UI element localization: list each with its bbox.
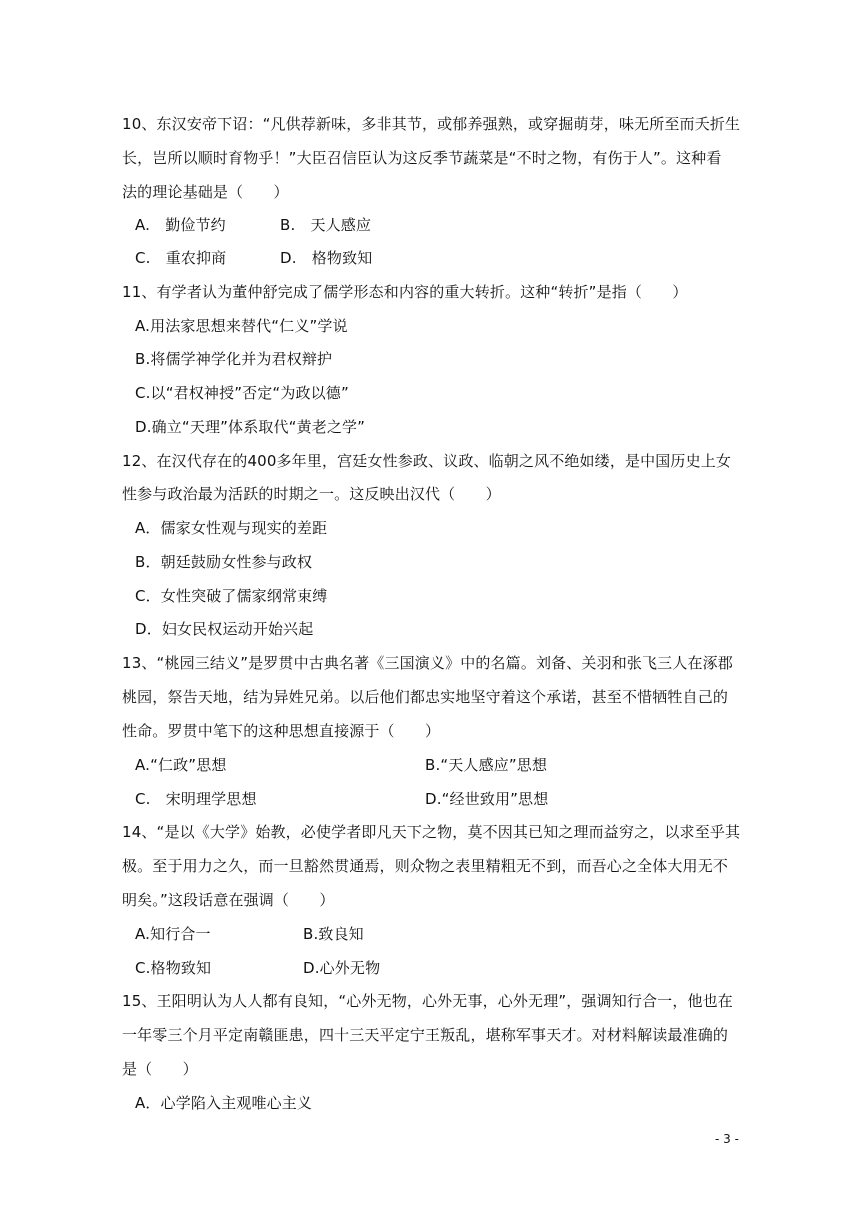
question-10-option-c: C. 重农抑商	[135, 249, 227, 267]
page-number: - 3 -	[715, 1132, 739, 1146]
question-12-option-d: D．妇女民权运动开始兴起	[135, 620, 314, 638]
question-11-option-a: A.用法家思想来替代“仁义”学说	[135, 317, 348, 335]
question-15-stem-line-2: 一年零三个月平定南赣匪患，四十三天平定宁王叛乱，堪称军事天才。对材料解读最准确的	[122, 1026, 729, 1044]
question-13-option-c: C. 宋明理学思想	[135, 790, 257, 808]
question-13-option-d: D.“经世致用”思想	[425, 790, 549, 808]
question-14-stem-line-1: 14、“是以《大学》始教，必使学者即凡天下之物，莫不因其已知之理而益穷之，以求至乎其	[122, 823, 741, 841]
question-15-stem-line-1: 15、王阳明认为人人都有良知，“心外无物，心外无事，心外无理”，强调知行合一，他也在	[122, 992, 733, 1010]
question-12-option-c: C．女性突破了儒家纲常束缚	[135, 587, 328, 605]
question-14-stem-line-3: 明矣。”这段话意在强调（ ）	[122, 891, 335, 909]
question-11-option-d: D.确立“天理”体系取代“黄老之学”	[135, 418, 366, 436]
question-11-option-c: C.以“君权神授”否定“为政以德”	[135, 384, 349, 402]
question-15-stem-line-3: 是（ ）	[122, 1060, 198, 1078]
question-12-stem-line-1: 12、在汉代存在的400多年里，宫廷女性参政、议政、临朝之风不绝如缕，是中国历史上女	[122, 452, 732, 470]
question-13-option-b: B.“天人感应”思想	[425, 756, 548, 774]
question-10-stem-line-1: 10、东汉安帝下诏：“凡供荐新味，多非其节，或郁养强熟，或穿掘萌芽，味无所至而夭折生	[122, 115, 741, 133]
question-12-stem-line-2: 性参与政治最为活跃的时期之一。这反映出汉代（ ）	[122, 485, 501, 503]
question-10-option-d: D. 格物致知	[280, 249, 373, 267]
question-13-stem-line-2: 桃园，祭告天地，结为异姓兄弟。以后他们都忠实地坚守着这个承诺，甚至不惜牺牲自己的	[122, 688, 729, 706]
question-10-option-b: B. 天人感应	[280, 216, 372, 234]
question-14-option-d: D.心外无物	[303, 959, 381, 977]
question-11-option-b: B.将儒学神学化并为君权辩护	[135, 350, 333, 368]
question-15-option-a: A．心学陷入主观唯心主义	[135, 1094, 313, 1112]
question-12-option-a: A．儒家女性观与现实的差距	[135, 519, 328, 537]
question-14-option-c: C.格物致知	[135, 959, 212, 977]
question-13-stem-line-1: 13、“桃园三结义”是罗贯中古典名著《三国演义》中的名篇。刘备、关羽和张飞三人在涿郡	[122, 654, 733, 672]
question-14-option-b: B.致良知	[303, 925, 364, 943]
question-13-option-a: A.“仁政”思想	[135, 756, 227, 774]
question-11-stem-line-1: 11、有学者认为董仲舒完成了儒学形态和内容的重大转折。这种“转折”是指（ ）	[122, 283, 688, 301]
question-14-option-a: A.知行合一	[135, 925, 211, 943]
question-10-option-a: A. 勤俭节约	[135, 216, 226, 234]
question-10-stem-line-2: 长，岂所以顺时育物乎！”大臣召信臣认为这反季节蔬菜是“不时之物，有伤于人”。这种看	[122, 149, 722, 167]
question-14-stem-line-2: 极。至于用力之久，而一旦豁然贯通焉，则众物之表里精粗无不到，而吾心之全体大用无不	[122, 857, 729, 875]
question-13-stem-line-3: 性命。罗贯中笔下的这种思想直接源于（ ）	[122, 722, 441, 740]
question-12-option-b: B．朝廷鼓励女性参与政权	[135, 553, 313, 571]
question-10-stem-line-3: 法的理论基础是（ ）	[122, 183, 289, 201]
